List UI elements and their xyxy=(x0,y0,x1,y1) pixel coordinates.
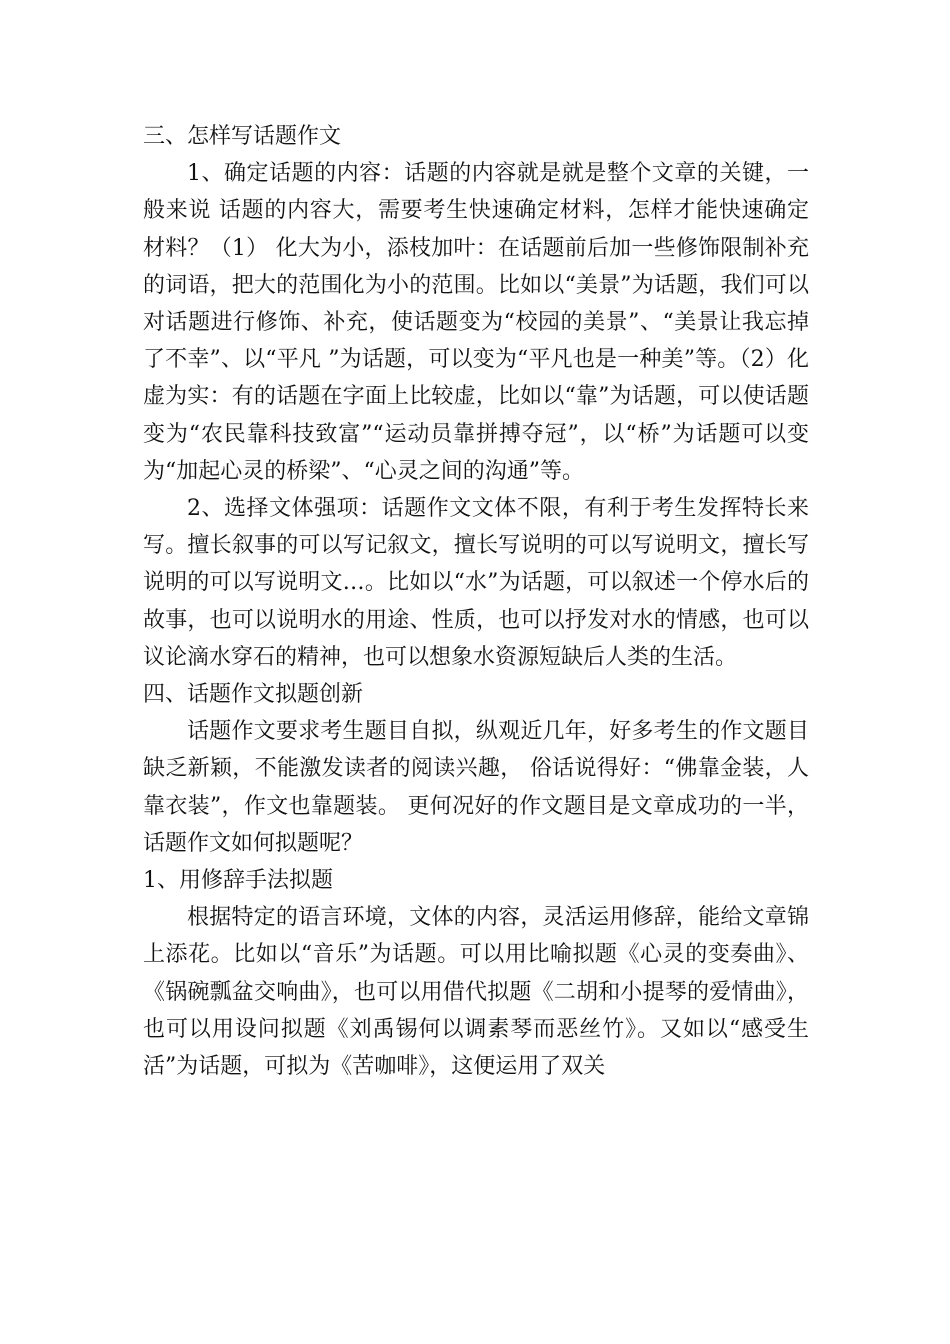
paragraph-choose-genre: 2、选择文体强项：话题作文文体不限，有利于考生发挥特长来写。擅长叙事的可以写记叙文，擅长写说明的可以写说明文，擅长写说明的可以写说明文…。比如以“水”为话题，可以叙述一个停水后的故事，也可以说明水的用途、性质，也可以抒发对水的情感，也可以议论滴水穿石的精神，也可以想象水资源短缺后人类的生活。 xyxy=(143,496,809,670)
section-heading-4: 四、话题作文拟题创新 xyxy=(143,682,364,708)
section-heading-3: 三、怎样写话题作文 xyxy=(143,124,342,149)
paragraph-rhetoric: 根据特定的语言环境，文体的内容，灵活运用修辞，能给文章锦上添花。比如以“音乐”为话题。可以用比喻拟题《心灵的变奏曲》、《锅碗瓢盆交响曲》，也可以用借代拟题《二胡和小提琴的爱情曲》，也可以用设问拟题《刘禹锡何以调素琴而恶丝竹》。又如以“感受生活”为话题，可拟为《苦咖啡》，这便运用了双关 xyxy=(143,905,809,1080)
paragraph-determine-topic: 1、确定话题的内容：话题的内容就是就是整个文章的关键，一般来说 话题的内容大，需要考生快速确定材料，怎样才能快速确定材料？（1） 化大为小，添枝加叶：在话题前后加一些修饰限制补充的词语，把大的范围化为小的范围。比如以“美景”为话题，我们可以对话题进行修饰、补充，使话题变为“校园的美景”、“美景让我忘掉了不幸”、以“平凡 ”为话题，可以变为“平凡也是一种美”等。（2）化虚为实：有的话题在字面上比较虚，比如以“靠”为话题，可以使话题变为“农民靠科技致富”“运动员靠拼搏夺冠”，以“桥”为话题可以变为“加起心灵的桥梁”、“心灵之间的沟通”等。 xyxy=(143,161,809,484)
subheading-rhetoric: 1、用修辞手法拟题 xyxy=(143,868,333,894)
document-body xyxy=(143,118,809,1085)
paragraph-title-innovation: 话题作文要求考生题目自拟，纵观近几年，好多考生的作文题目缺乏新颖，不能激发读者的阅读兴趣， 俗话说得好：“佛靠金装，人靠衣装”，作文也靠题装。 更何况好的作文题目是文章成功的一半，话题作文如何拟题呢？ xyxy=(143,719,809,856)
